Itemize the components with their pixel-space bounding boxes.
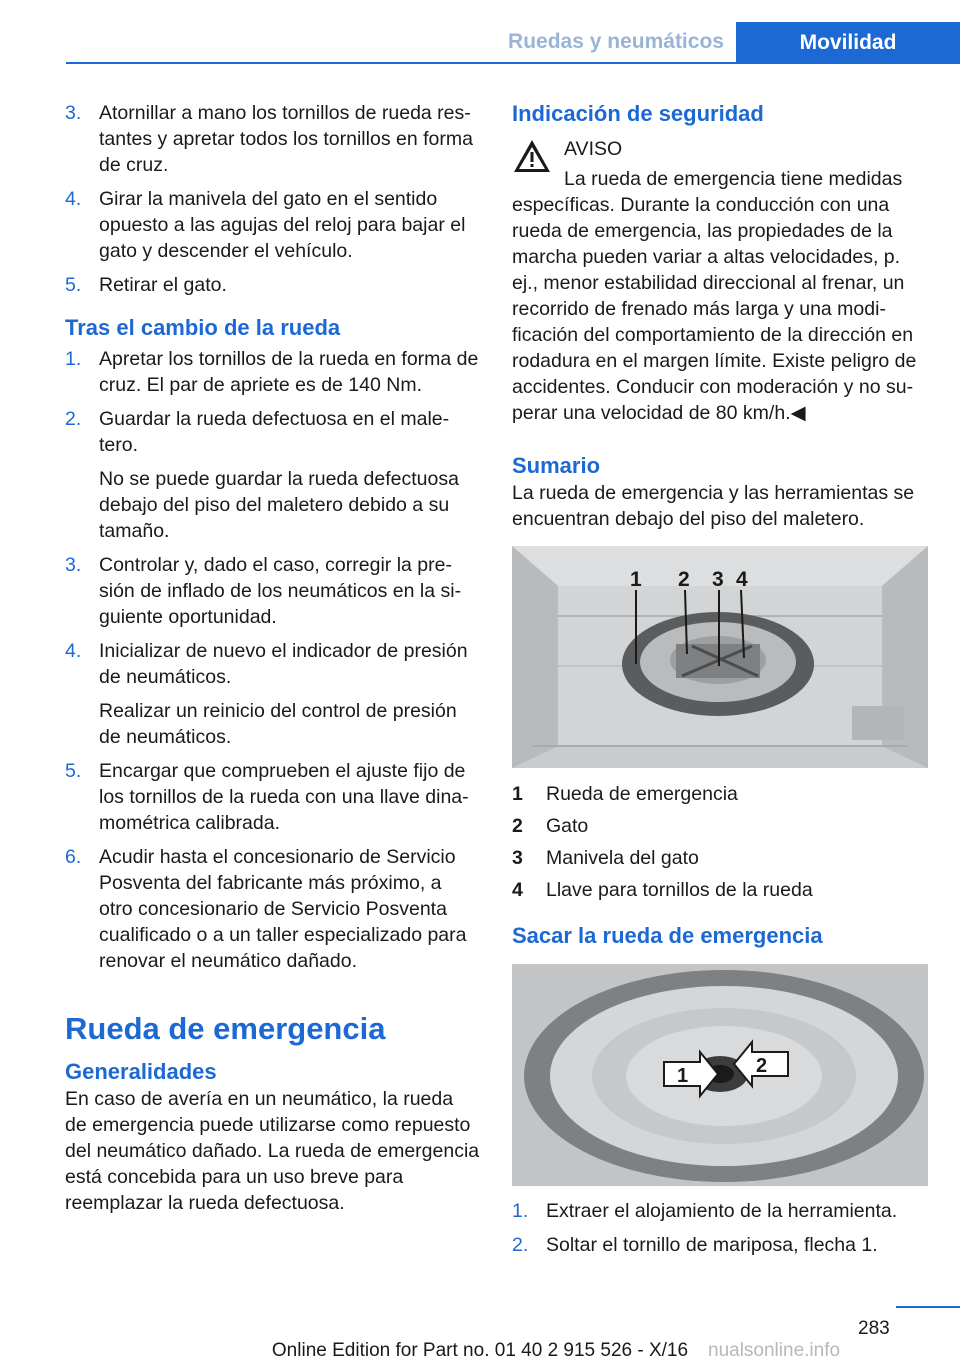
removal-steps-list xyxy=(512,1198,930,1258)
list-item-number: 5. xyxy=(65,760,82,782)
left-column xyxy=(65,100,480,1216)
footer-rule xyxy=(896,1306,960,1308)
legend-item xyxy=(512,810,930,842)
page-number: 283 xyxy=(858,1318,890,1339)
figure2-label-1: 1 xyxy=(677,1065,689,1087)
after-change-steps-list xyxy=(65,346,480,974)
list-item-paragraph: Controlar y, dado el caso, corregir la presión de inflado de los neumáticos en la siguiente oportunidad. xyxy=(99,554,462,628)
legend-text: Rueda de emergencia xyxy=(546,783,738,805)
figure1-label-1: 1 xyxy=(630,568,642,591)
legend-number: 2 xyxy=(512,815,523,837)
legend-item xyxy=(512,874,930,906)
legend-text: Manivela del gato xyxy=(546,847,699,869)
list-item xyxy=(65,272,480,298)
generalidades-text: En caso de avería en un neumático, la rueda de emergencia puede utilizarse como repuesto del neumático dañado. La rueda de emergencia está concebida para un uso breve para reemplazar la rueda defectuosa. xyxy=(65,1088,480,1214)
figure1-label-4: 4 xyxy=(736,568,748,591)
list-item-number: 4. xyxy=(65,188,82,210)
list-item-paragraph: Acudir hasta el concesionario de Servicio Posventa del fabricante más próximo, a otro concesionario de Servicio Posventa cualificado o a un taller especializado para renovar el neumático dañado. xyxy=(99,846,467,972)
legend-number: 1 xyxy=(512,783,523,805)
header-section-title: Ruedas y neumáticos xyxy=(508,30,724,53)
list-item-number: 4. xyxy=(65,640,82,662)
heading-rueda-emergencia: Rueda de emergencia xyxy=(65,1011,386,1046)
steps-list-continued xyxy=(65,100,480,298)
list-item xyxy=(512,1198,930,1224)
figure1-label-2: 2 xyxy=(678,568,690,591)
list-item-paragraph: Apretar los tornillos de la rueda en forma de cruz. El par de apriete es de 140 Nm. xyxy=(99,348,479,396)
list-item-paragraph: Inicializar de nuevo el indicador de presión de neumáticos. xyxy=(99,640,468,688)
legend-text: Gato xyxy=(546,815,589,837)
list-item xyxy=(65,758,480,836)
figure1-label-3: 3 xyxy=(712,568,724,591)
list-item-number: 6. xyxy=(65,846,82,868)
legend-number: 4 xyxy=(512,879,523,901)
aviso-label: AVISO xyxy=(564,138,623,160)
header-rule xyxy=(66,62,960,64)
list-item-paragraph: Soltar el tornillo de mariposa, flecha 1. xyxy=(546,1234,878,1256)
list-item-number: 1. xyxy=(65,348,82,370)
list-item-number: 2. xyxy=(65,408,82,430)
list-item-text xyxy=(99,844,480,974)
list-item-paragraph: Atornillar a mano los tornillos de rueda restantes y apretar todos los tornillos en forma de cruz. xyxy=(99,102,473,176)
list-item xyxy=(65,406,480,544)
list-item xyxy=(65,100,480,178)
heading-generalidades: Generalidades xyxy=(65,1059,217,1084)
list-item-number: 3. xyxy=(65,102,82,124)
list-item xyxy=(65,186,480,264)
aviso-text: La rueda de emergencia tiene medidas específicas. Durante la conducción con una rueda de emergencia, las propiedades de la marcha pueden variar a altas velocidades, p. ej., menor estabilidad direccional al frenar, un recorrido de frenado más larga y una modificación del comportamiento de la dirección en rodadura en el margen límite. Existe peligro de accidentes. Conducir con moderación y no superar una velocidad de 80 km/h.◀ xyxy=(512,168,917,424)
footer-edition-text: Online Edition for Part no. 01 40 2 915 526 - X/16 xyxy=(271,1340,689,1361)
figure1-legend xyxy=(512,778,930,906)
legend-item xyxy=(512,842,930,874)
legend-number: 3 xyxy=(512,847,523,869)
list-item-text xyxy=(99,100,480,178)
figure2-label-2: 2 xyxy=(756,1055,768,1077)
list-item-number: 3. xyxy=(65,554,82,576)
legend-text: Llave para tornillos de la rueda xyxy=(546,879,813,901)
list-item-paragraph: Realizar un reinicio del control de presión de neumáticos. xyxy=(99,700,457,748)
heading-indicacion-seguridad: Indicación de seguridad xyxy=(512,101,764,126)
list-item-text xyxy=(99,186,480,264)
warning-icon xyxy=(512,138,552,174)
list-item-text xyxy=(99,272,480,298)
spare-wheel-removal-figure xyxy=(512,964,928,1186)
list-item-paragraph: Girar la manivela del gato en el sentido opuesto a las agujas del reloj para bajar el gato y descender el vehículo. xyxy=(99,188,466,262)
right-column xyxy=(512,100,930,1266)
list-item-number: 1. xyxy=(512,1200,529,1222)
list-item xyxy=(512,1232,930,1258)
list-item-number: 2. xyxy=(512,1234,529,1256)
list-item-number: 5. xyxy=(65,274,82,296)
list-item xyxy=(65,552,480,630)
heading-tras-cambio: Tras el cambio de la rueda xyxy=(65,315,341,340)
list-item-paragraph: Extraer el alojamiento de la herramienta. xyxy=(546,1200,898,1222)
list-item xyxy=(65,844,480,974)
list-item-paragraph: Guardar la rueda defectuosa en el maletero. xyxy=(99,408,450,456)
list-item-text xyxy=(99,552,480,630)
footer-edition xyxy=(0,1340,960,1362)
list-item-text xyxy=(99,758,480,836)
header-chapter-tab: Movilidad xyxy=(736,22,960,64)
list-item xyxy=(65,638,480,750)
list-item-paragraph: Retirar el gato. xyxy=(99,274,227,296)
list-item-paragraph: No se puede guardar la rueda defectuosa debajo del piso del maletero debido a su tamaño. xyxy=(99,468,459,542)
footer-watermark: nualsonline.info xyxy=(708,1340,841,1361)
list-item xyxy=(65,346,480,398)
list-item-text xyxy=(99,406,480,544)
list-item-text xyxy=(99,346,480,398)
spare-wheel-trunk-figure xyxy=(512,546,928,768)
list-item-text xyxy=(546,1198,930,1224)
list-item-text xyxy=(546,1232,930,1258)
list-item-text xyxy=(99,638,480,750)
heading-sacar-rueda: Sacar la rueda de emergencia xyxy=(512,923,823,948)
heading-sumario: Sumario xyxy=(512,453,601,478)
legend-item xyxy=(512,778,930,810)
sumario-text: La rueda de emergencia y las herramientas se encuentran debajo del piso del maletero. xyxy=(512,482,915,530)
list-item-paragraph: Encargar que comprueben el ajuste fijo de los tornillos de la rueda con una llave dinamométrica calibrada. xyxy=(99,760,469,834)
